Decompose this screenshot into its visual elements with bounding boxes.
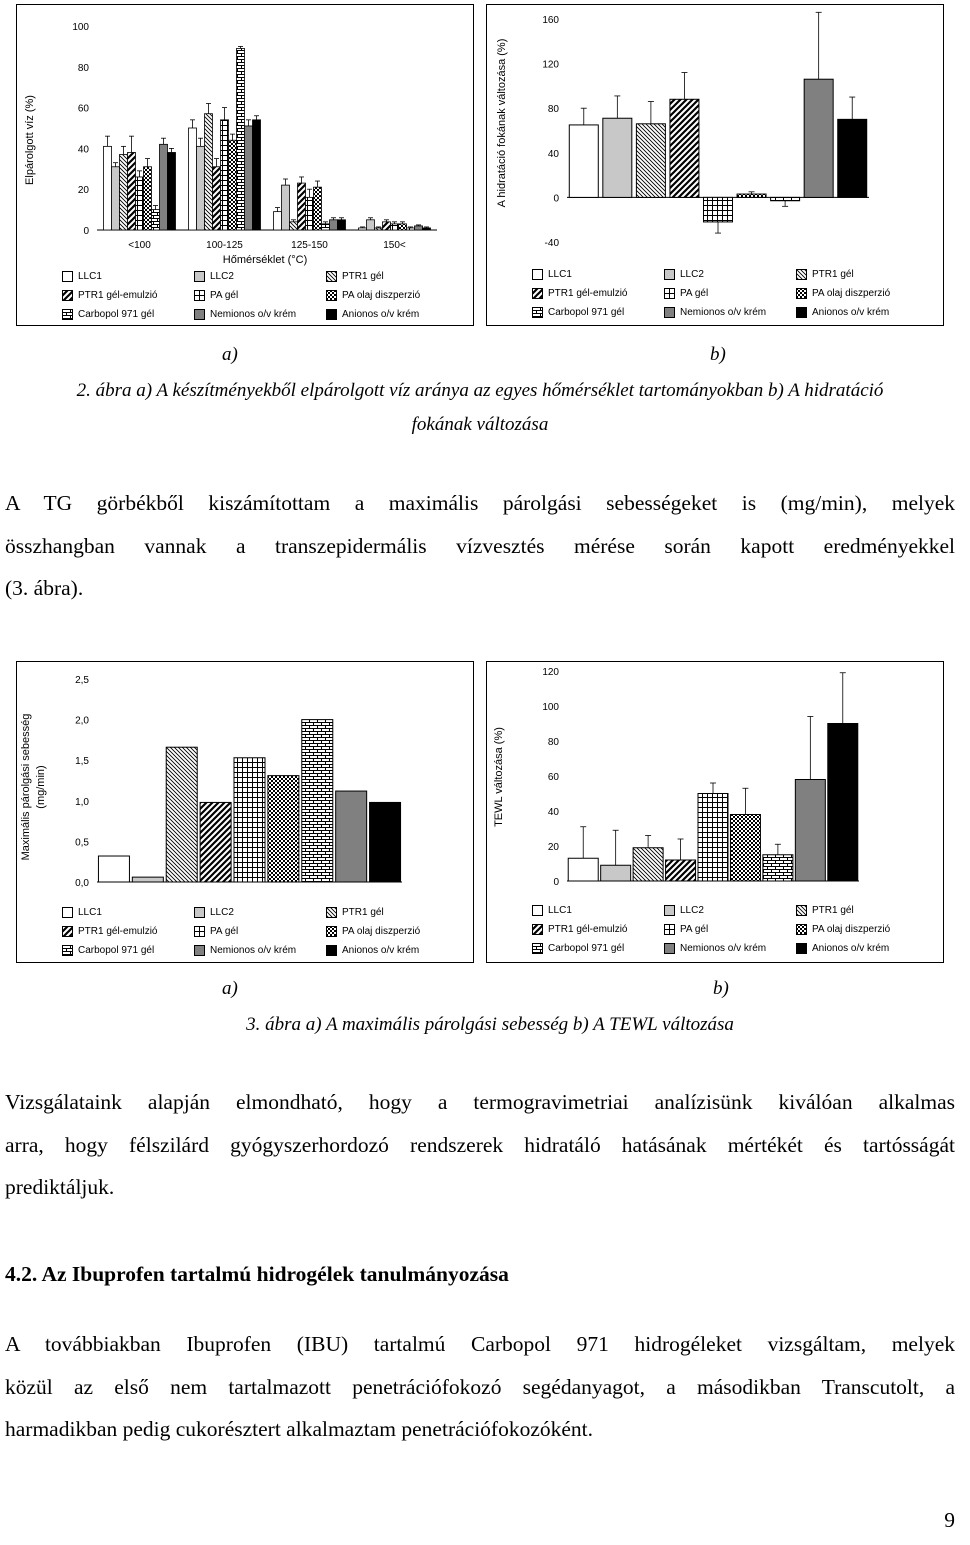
bar-pa-olaj-diszperzi-1 (144, 167, 152, 230)
legend-swatch (194, 926, 205, 937)
legend-swatch (62, 945, 73, 956)
legend-label: LLC1 (548, 905, 572, 916)
fig2-caption-line1: 2. ábra a) A készítményekből elpárolgott víz aránya az egyes hőmérséklet tartományokban b) A hidratáció (76, 380, 884, 401)
bar-ptr1-g-l-1 (120, 155, 128, 230)
bar-pa-g-l (234, 758, 265, 882)
bar-carbopol-971-g-l-1 (152, 210, 160, 230)
legend-item-carbopol-971-g-l (62, 309, 154, 320)
legend-swatch (326, 907, 337, 918)
legend-item-ptr1-g-l-emulzi (62, 290, 157, 301)
legend-swatch (796, 307, 807, 318)
legend-item-llc1 (62, 271, 102, 282)
legend-label: PTR1 gél-emulzió (78, 926, 158, 937)
fig3a-chart (16, 661, 474, 963)
bar-llc1-1 (104, 146, 112, 230)
fig2a-chart (16, 4, 474, 326)
bar-llc1-3 (274, 212, 282, 230)
legend-swatch (194, 290, 205, 301)
bar-ptr1-g-l-emulzi (200, 802, 231, 882)
fig3a-y-axis-label-line2: (mg/min) (35, 765, 47, 809)
bar-carbopol-971-g-l-2 (237, 48, 245, 230)
bar-anionos-o-v-kr-m (828, 724, 858, 882)
y-tick-label: 100 (542, 702, 559, 713)
category-label: 100-125 (206, 240, 243, 251)
y-tick-label: 0,5 (75, 837, 89, 849)
legend-item-pa-g-l (664, 924, 708, 935)
paragraph-1-line1: A TG görbékből kiszámítottam a maximális párolgási sebességeket is (mg/min), melyek (5, 491, 955, 515)
bar-ptr1-g-l-emulzi (670, 99, 699, 197)
legend-item-ptr1-g-l-emulzi (532, 924, 627, 935)
legend-swatch (326, 271, 337, 282)
legend-swatch (532, 924, 543, 935)
bar-llc1 (568, 858, 598, 881)
fig2b-y-axis-label: A hidratáció fokának változása (%) (496, 38, 508, 208)
y-tick-label: 120 (542, 667, 559, 678)
fig3b-y-axis-label: TEWL változása (%) (493, 727, 505, 827)
legend-label: LLC1 (548, 269, 572, 280)
bar-nemionos-o-v-kr-m-4 (415, 226, 423, 230)
fig2a-plot (17, 5, 473, 266)
legend-item-carbopol-971-g-l (532, 307, 624, 318)
bar-ptr1-g-l-emulzi-1 (128, 152, 136, 230)
y-tick-label: 0 (553, 877, 559, 888)
legend-swatch (664, 943, 675, 954)
bar-pa-olaj-diszperzi-2 (229, 140, 237, 230)
bar-llc2-1 (112, 167, 120, 230)
legend-swatch (796, 943, 807, 954)
y-tick-label: -40 (544, 238, 559, 249)
y-tick-label: 2,5 (75, 675, 89, 686)
y-tick-label: 40 (77, 144, 89, 156)
legend-item-ptr1-g-l (326, 271, 384, 282)
legend-swatch (62, 309, 73, 320)
legend-swatch (664, 924, 675, 935)
bar-carbopol-971-g-l-3 (322, 224, 330, 230)
fig3a-y-axis-label-line1: Maximális párolgási sebesség (20, 713, 32, 861)
legend-item-pa-olaj-diszperzi (796, 288, 890, 299)
fig2b-plot (487, 5, 943, 255)
bar-pa-olaj-diszperzi-3 (314, 187, 322, 230)
legend-swatch (532, 307, 543, 318)
legend-item-anionos-o-v-kr-m (326, 309, 419, 320)
legend-label: Anionos o/v krém (342, 309, 420, 320)
legend-swatch (664, 905, 675, 916)
legend-label: LLC2 (210, 907, 234, 918)
bar-nemionos-o-v-kr-m (336, 791, 367, 882)
legend-item-pa-g-l (194, 290, 238, 301)
legend-label: Anionos o/v krém (812, 943, 890, 954)
legend-item-ptr1-g-l (326, 907, 384, 918)
legend-item-llc1 (62, 907, 102, 918)
paragraph-1-line3: (3. ábra). (5, 576, 84, 600)
bar-llc2-2 (197, 146, 205, 230)
fig3-caption: 3. ábra a) A maximális párolgási sebesség b) A TEWL változása (246, 1014, 734, 1035)
bar-llc2 (601, 865, 631, 881)
bar-ptr1-g-l (633, 848, 663, 881)
bar-llc2 (603, 118, 632, 197)
bar-nemionos-o-v-kr-m (804, 79, 833, 197)
fig2-caption-line2: fokának változása (411, 414, 549, 435)
bar-ptr1-g-l-4 (375, 228, 383, 230)
y-tick-label: 2,0 (75, 715, 89, 727)
legend-swatch (194, 271, 205, 282)
legend-label: PTR1 gél (342, 271, 384, 282)
bar-carbopol-971-g-l-4 (407, 228, 415, 230)
legend-item-nemionos-o-v-kr-m (664, 943, 766, 954)
bar-llc1 (98, 856, 129, 882)
y-tick-label: 160 (542, 15, 559, 26)
legend-label: Carbopol 971 gél (78, 945, 155, 956)
legend-swatch (62, 926, 73, 937)
legend-swatch (532, 943, 543, 954)
y-tick-label: 40 (547, 148, 559, 160)
legend-item-nemionos-o-v-kr-m (194, 309, 296, 320)
legend-swatch (326, 309, 337, 320)
legend-item-llc1 (532, 905, 572, 916)
bar-pa-g-l-2 (221, 120, 229, 230)
legend-label: Nemionos o/v krém (680, 943, 767, 954)
bar-anionos-o-v-kr-m (838, 119, 867, 197)
y-tick-label: 1,5 (75, 756, 89, 768)
category-label: <100 (128, 240, 151, 251)
legend-item-ptr1-g-l-emulzi (532, 288, 627, 299)
legend-item-llc2 (194, 271, 234, 282)
y-tick-label: 0,0 (75, 878, 89, 889)
bar-ptr1-g-l-emulzi-3 (298, 183, 306, 230)
legend-label: PA gél (210, 926, 239, 937)
bar-ptr1-g-l-emulzi-4 (383, 222, 391, 230)
paragraph-1-line2: összhangban vannak a transzepidermális vízvesztés mérése során kapott eredményekkel (5, 533, 955, 558)
bar-carbopol-971-g-l (302, 720, 333, 882)
paragraph-2 (5, 1081, 955, 1209)
legend-label: Carbopol 971 gél (78, 309, 155, 320)
legend-item-carbopol-971-g-l (532, 943, 624, 954)
y-tick-label: 100 (72, 22, 89, 33)
legend-item-carbopol-971-g-l (62, 945, 154, 956)
legend-item-llc2 (664, 269, 704, 280)
bar-ptr1-g-l (636, 124, 665, 198)
legend-swatch (796, 288, 807, 299)
legend-swatch (326, 945, 337, 956)
y-tick-label: 80 (547, 104, 559, 116)
legend-label: PA olaj diszperzió (342, 926, 421, 937)
bar-pa-olaj-diszperzi (268, 776, 299, 882)
legend-item-anionos-o-v-kr-m (796, 307, 889, 318)
legend-label: PTR1 gél (812, 269, 854, 280)
legend-swatch (664, 269, 675, 280)
bar-pa-olaj-diszperzi-4 (399, 224, 407, 230)
legend-label: PTR1 gél-emulzió (78, 290, 158, 301)
legend-item-llc2 (664, 905, 704, 916)
paragraph-2-line3: prediktáljuk. (5, 1175, 115, 1199)
paragraph-3-line3: harmadikban pedig cukorésztert alkalmaztam penetrációfokozóként. (5, 1417, 594, 1441)
bar-llc2-4 (367, 220, 375, 230)
bar-pa-g-l (698, 794, 728, 882)
legend-label: Nemionos o/v krém (210, 945, 297, 956)
legend-swatch (796, 924, 807, 935)
section-heading: 4.2. Az Ibuprofen tartalmú hidrogélek tanulmányozása (5, 1262, 509, 1286)
legend-label: PA olaj diszperzió (812, 924, 891, 935)
page-number: 9 (944, 1508, 955, 1532)
paragraph-1 (5, 482, 955, 610)
legend-swatch (194, 309, 205, 320)
legend-item-pa-g-l (664, 288, 708, 299)
fig3b-chart (486, 661, 944, 963)
y-tick-label: 60 (547, 772, 559, 783)
bar-llc1-4 (359, 228, 367, 230)
legend-swatch (326, 926, 337, 937)
legend-item-pa-olaj-diszperzi (326, 290, 420, 301)
bar-ptr1-g-l-emulzi-2 (213, 167, 221, 230)
bar-llc1 (569, 125, 598, 197)
bar-pa-g-l-4 (391, 224, 399, 230)
legend-item-anionos-o-v-kr-m (796, 943, 889, 954)
legend-label: PA gél (680, 288, 709, 299)
legend-label: PTR1 gél-emulzió (548, 924, 628, 935)
bar-ptr1-g-l-3 (290, 222, 298, 230)
legend-swatch (326, 290, 337, 301)
legend-swatch (62, 290, 73, 301)
legend-label: LLC2 (680, 269, 704, 280)
legend-item-llc2 (194, 907, 234, 918)
legend-swatch (194, 945, 205, 956)
bar-nemionos-o-v-kr-m-2 (245, 126, 253, 230)
bar-nemionos-o-v-kr-m (795, 780, 825, 882)
bar-anionos-o-v-kr-m (370, 802, 401, 882)
fig2a-y-axis-label: Elpárolgott víz (%) (24, 95, 36, 185)
paragraph-2-line1: Vizsgálataink alapján elmondható, hogy a termogravimetriai analízisünk kiválóan alkalmas (5, 1090, 955, 1114)
legend-label: LLC1 (78, 907, 102, 918)
bar-pa-olaj-diszperzi (737, 194, 766, 197)
fig2b-chart (486, 4, 944, 326)
legend-item-pa-olaj-diszperzi (326, 926, 420, 937)
legend-label: LLC2 (210, 271, 234, 282)
legend-label: PTR1 gél (812, 905, 854, 916)
legend-item-ptr1-g-l (796, 905, 854, 916)
legend-item-ptr1-g-l (796, 269, 854, 280)
bar-llc2-3 (282, 185, 290, 230)
bar-anionos-o-v-kr-m-2 (253, 120, 261, 230)
y-tick-label: 20 (77, 185, 89, 197)
legend-swatch (532, 269, 543, 280)
y-tick-label: 0 (83, 226, 89, 237)
y-tick-label: 40 (547, 807, 559, 818)
paragraph-3-line1: A továbbiakban Ibuprofen (IBU) tartalmú Carbopol 971 hidrogéleket vizsgáltam, melyek (5, 1332, 955, 1356)
legend-label: Anionos o/v krém (342, 945, 420, 956)
bar-pa-olaj-diszperzi (730, 815, 760, 882)
fig3-panel-a-label: a) (222, 978, 238, 999)
category-label: 150< (383, 240, 406, 251)
bar-pa-g-l (704, 197, 733, 222)
legend-label: PTR1 gél (342, 907, 384, 918)
legend-item-ptr1-g-l-emulzi (62, 926, 157, 937)
legend-swatch (532, 905, 543, 916)
legend-swatch (62, 907, 73, 918)
legend-item-pa-g-l (194, 926, 238, 937)
bar-anionos-o-v-kr-m-1 (168, 152, 176, 230)
bar-ptr1-g-l (166, 747, 197, 882)
legend-swatch (796, 269, 807, 280)
category-label: 125-150 (291, 240, 328, 251)
legend-swatch (532, 288, 543, 299)
bar-anionos-o-v-kr-m-4 (423, 228, 431, 230)
legend-label: LLC1 (78, 271, 102, 282)
legend-item-pa-olaj-diszperzi (796, 924, 890, 935)
legend-swatch (664, 307, 675, 318)
y-tick-label: 20 (547, 842, 559, 853)
legend-swatch (62, 271, 73, 282)
y-tick-label: 60 (77, 103, 89, 115)
legend-label: Carbopol 971 gél (548, 943, 625, 954)
fig3a-plot (17, 662, 473, 898)
legend-item-nemionos-o-v-kr-m (194, 945, 296, 956)
legend-label: Anionos o/v krém (812, 307, 890, 318)
legend-item-anionos-o-v-kr-m (326, 945, 419, 956)
fig2-panel-a-label: a) (222, 344, 238, 365)
legend-swatch (664, 288, 675, 299)
legend-label: PA olaj diszperzió (812, 288, 891, 299)
bar-carbopol-971-g-l (763, 855, 793, 881)
legend-label: PA gél (210, 290, 239, 301)
legend-label: PTR1 gél-emulzió (548, 288, 628, 299)
legend-label: Nemionos o/v krém (210, 309, 297, 320)
legend-label: PA gél (680, 924, 709, 935)
legend-label: PA olaj diszperzió (342, 290, 421, 301)
paragraph-3-line2: közül az első nem tartalmazott penetrációfokozó segédanyagot, a másodikban Transcutolt, a (5, 1374, 955, 1399)
bar-nemionos-o-v-kr-m-3 (330, 220, 338, 230)
legend-swatch (796, 905, 807, 916)
fig3b-plot (487, 662, 943, 898)
y-tick-label: 1,0 (75, 796, 89, 808)
y-tick-label: 0 (553, 193, 559, 205)
bar-carbopol-971-g-l (771, 197, 800, 200)
legend-swatch (194, 907, 205, 918)
bar-pa-g-l-1 (136, 177, 144, 230)
y-tick-label: 80 (77, 62, 89, 74)
y-tick-label: 80 (547, 737, 559, 748)
paragraph-3 (5, 1323, 955, 1451)
bar-ptr1-g-l-emulzi (666, 860, 696, 881)
legend-label: LLC2 (680, 905, 704, 916)
legend-label: Nemionos o/v krém (680, 307, 767, 318)
legend-label: Carbopol 971 gél (548, 307, 625, 318)
paragraph-2-line2: arra, hogy félszilárd gyógyszerhordozó rendszerek hidratáló hatásának mértékét és tartósságát (5, 1132, 955, 1157)
bar-nemionos-o-v-kr-m-1 (160, 144, 168, 230)
y-tick-label: 120 (542, 59, 559, 71)
fig2a-x-axis-label: Hőmérséklet (°C) (222, 254, 308, 266)
bar-anionos-o-v-kr-m-3 (338, 220, 346, 230)
legend-item-llc1 (532, 269, 572, 280)
bar-llc1-2 (189, 128, 197, 230)
bar-llc2 (132, 877, 163, 882)
fig3-panel-b-label: b) (713, 978, 729, 999)
legend-item-nemionos-o-v-kr-m (664, 307, 766, 318)
bar-pa-g-l-3 (306, 197, 314, 230)
fig2-panel-b-label: b) (710, 344, 726, 365)
bar-ptr1-g-l-2 (205, 114, 213, 230)
